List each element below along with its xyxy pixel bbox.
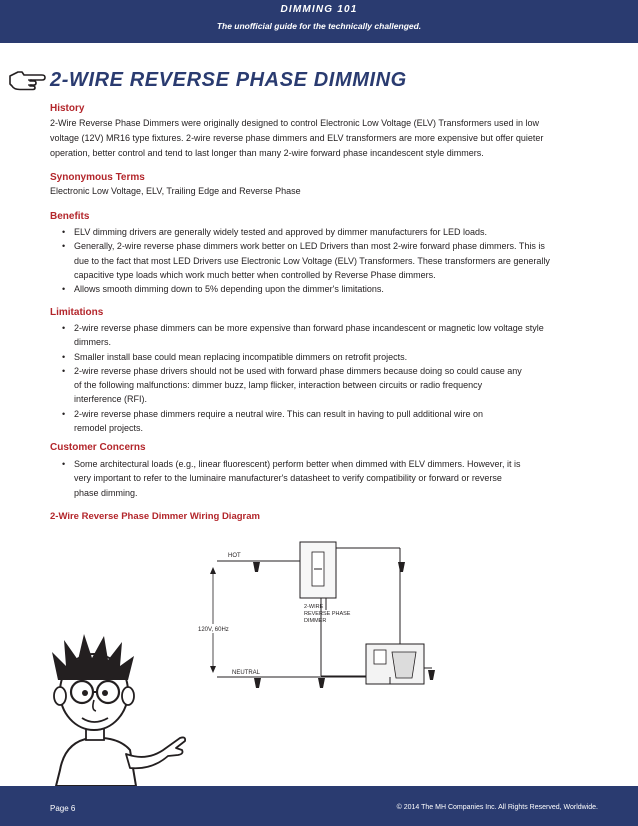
voltage-arrow-head-up [210,567,216,574]
limitations-heading: Limitations [50,307,104,318]
wire-nut [254,678,261,688]
benefit-item: • Generally, 2-wire reverse phase dimmers work better on LED Drivers than most 2-wire forward phase dimmers. This is due to the fact that most LED Drivers use Electronic Low Voltage (ELV) Transformers. These transformers are generally capacitive type loads which work much better when controlled by Reverse Phase dimmers. [62,239,592,282]
dimmer-label-line: 2-WIRE [304,604,324,610]
header-subtitle: The unofficial guide for the technically challenged. [216,21,422,31]
history-line: 2-Wire Reverse Phase Dimmers were originally designed to control Electronic Low Voltage (ELV) Transformers used in low [50,118,540,128]
page-header [0,0,638,43]
cartoon-character-illustration [30,630,195,786]
wiring-diagram [180,540,480,700]
wire-nut [253,562,260,572]
pointing-hand-icon [8,68,46,92]
voltage-arrow-head-down [210,666,216,673]
page-footer [0,786,638,826]
synonymous-heading: Synonymous Terms [50,172,145,183]
limitation-item: • 2-wire reverse phase dimmers require a neutral wire. This can result in having to pull additional wire on remodel projects. [62,407,592,436]
dimmer-label-line: DIMMER [304,618,327,624]
voltage-label: 120V, 60Hz [198,627,229,633]
limitation-item: • 2-wire reverse phase dimmers can be more expensive than forward phase incandescent or magnetic low voltage style dimmers. [62,321,592,350]
diagram-title: 2-Wire Reverse Phase Dimmer Wiring Diagram [50,511,260,522]
benefits-list [62,225,592,296]
concerns-list [62,457,592,500]
page-title: 2-WIRE REVERSE PHASE DIMMING [50,69,407,91]
benefit-item: • ELV dimming drivers are generally widely tested and approved by dimmer manufacturers for LED loads. [62,225,592,239]
header-title: DIMMING 101 [280,4,358,15]
limitations-list [62,321,592,435]
limitation-item: • 2-wire reverse phase drivers should not be used with forward phase dimmers because doing so could cause any of the following malfunctions: dimmer buzz, lamp flicker, interaction between circuits or radio frequency interference (RFI). [62,364,592,407]
limitation-item: • Smaller install base could mean replacing incompatible dimmers on retrofit projects. [62,350,592,364]
concern-item: • Some architectural loads (e.g., linear fluorescent) perform better when dimmed with ELV dimmers. However, it is very important to refer to the luminaire manufacturer's datasheet to verify compatibility or forward or reverse phase dimming. [62,457,592,500]
hot-label: HOT [228,553,241,559]
synonymous-text: Electronic Low Voltage, ELV, Trailing Edge and Reverse Phase [50,186,301,196]
history-paragraph [50,116,598,161]
neutral-label: NEUTRAL [232,670,261,676]
dimmer-label-line: REVERSE PHASE [304,611,351,617]
benefit-item: • Allows smooth dimming down to 5% depending upon the dimmer's limitations. [62,282,592,296]
hair [52,634,134,680]
history-line: voltage (12V) MR16 type fixtures. 2-wire reverse phase dimmers and ELV transformers are more expensive but offer quieter [50,133,544,143]
wire-nut [398,562,405,572]
wire-nut [318,678,325,688]
benefits-heading: Benefits [50,211,90,222]
history-line: operation, better control and tend to last longer than many 2-wire forward phase incandescent style dimmers. [50,148,484,158]
history-heading: History [50,103,85,114]
wire-nut [428,670,435,680]
concerns-heading: Customer Concerns [50,442,146,453]
page-number: Page 6 [50,804,76,813]
copyright-notice: © 2014 The MH Companies Inc. All Rights Reserved, Worldwide. [396,804,598,811]
